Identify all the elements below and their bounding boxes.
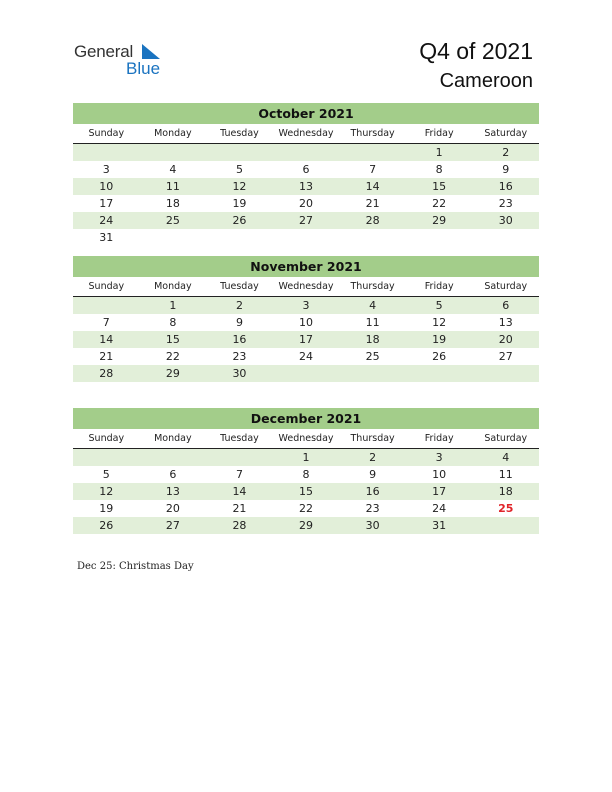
day-cell [140,144,207,161]
month-title: December 2021 [73,408,539,429]
day-cell: 20 [498,333,513,346]
week-row [73,229,539,246]
week-row [73,466,539,483]
day-cell: 24 [299,350,314,363]
weekday-label: Friday [424,128,454,139]
weekday-label: Saturday [484,128,528,139]
day-cell: 1 [169,299,177,312]
week-row [73,365,539,382]
day-cell: 14 [365,180,380,193]
day-cell: 28 [365,214,380,227]
weekday-label: Monday [154,128,192,139]
day-cell: 21 [99,350,114,363]
month-october [73,103,539,246]
holiday-notes [77,561,194,572]
day-cell: 6 [502,299,510,312]
week-row [73,449,539,466]
month-december [73,408,539,534]
day-cell: 15 [432,180,447,193]
day-cell: 18 [165,197,180,210]
day-cell: 30 [498,214,513,227]
week-row [73,483,539,500]
weekday-label: Sunday [88,433,125,444]
weekday-label: Sunday [88,281,125,292]
weekday-header [73,280,539,297]
day-cell [73,449,140,466]
day-cell: 27 [498,350,513,363]
day-cell: 11 [498,468,513,481]
week-row [73,517,539,534]
day-cell [406,229,473,246]
day-cell: 29 [299,519,314,532]
weekday-label: Tuesday [220,128,259,139]
day-cell: 30 [365,519,380,532]
day-cell: 28 [232,519,247,532]
weekday-label: Wednesday [278,433,334,444]
day-cell [406,365,473,382]
day-cell [472,229,539,246]
day-cell: 3 [102,163,110,176]
week-row [73,144,539,161]
day-cell: 25 [365,350,380,363]
weekday-label: Sunday [88,128,125,139]
day-cell: 4 [169,163,177,176]
week-row [73,178,539,195]
month-title: October 2021 [73,103,539,124]
day-cell: 26 [432,350,447,363]
day-cell: 4 [502,451,510,464]
day-cell: 28 [99,367,114,380]
week-row [73,297,539,314]
day-cell: 4 [369,299,377,312]
day-cell: 31 [432,519,447,532]
weekday-label: Thursday [350,281,395,292]
holiday-note: Dec 25: Christmas Day [77,561,194,572]
day-cell: 13 [498,316,513,329]
day-cell: 15 [299,485,314,498]
day-cell: 31 [99,231,114,244]
day-cell: 1 [302,451,310,464]
day-cell: 19 [232,197,247,210]
weekday-label: Wednesday [278,281,334,292]
day-cell: 8 [435,163,443,176]
day-cell: 5 [102,468,110,481]
day-cell: 17 [99,197,114,210]
logo-triangle-icon [140,44,162,60]
month-title: November 2021 [73,256,539,277]
day-cell [140,229,207,246]
day-cell: 17 [299,333,314,346]
day-cell: 16 [232,333,247,346]
weekday-label: Tuesday [220,281,259,292]
day-cell: 21 [232,502,247,515]
day-cell: 22 [165,350,180,363]
day-cell: 2 [235,299,243,312]
week-row [73,348,539,365]
day-cell: 7 [235,468,243,481]
day-cell: 10 [299,316,314,329]
day-cell [339,229,406,246]
day-cell: 17 [432,485,447,498]
day-cell: 10 [432,468,447,481]
day-cell: 23 [232,350,247,363]
day-cell: 21 [365,197,380,210]
day-cell: 2 [369,451,377,464]
day-cell: 24 [432,502,447,515]
weekday-label: Saturday [484,433,528,444]
weekday-header [73,432,539,449]
weekday-label: Tuesday [220,433,259,444]
day-cell: 16 [498,180,513,193]
month-november [73,256,539,382]
weekday-label: Thursday [350,433,395,444]
day-cell: 29 [432,214,447,227]
day-cell: 19 [99,502,114,515]
day-cell: 8 [302,468,310,481]
day-cell [73,297,140,314]
day-cell: 27 [299,214,314,227]
weekday-label: Saturday [484,281,528,292]
weekday-label: Friday [424,433,454,444]
day-cell: 18 [365,333,380,346]
day-cell: 12 [232,180,247,193]
day-cell: 29 [165,367,180,380]
day-cell: 22 [299,502,314,515]
weekday-label: Friday [424,281,454,292]
day-cell: 23 [498,197,513,210]
day-cell: 11 [365,316,380,329]
day-cell: 16 [365,485,380,498]
day-cell: 12 [432,316,447,329]
day-cell [206,229,273,246]
day-cell: 8 [169,316,177,329]
day-cell: 6 [169,468,177,481]
day-cell: 5 [435,299,443,312]
day-cell [472,365,539,382]
week-row [73,212,539,229]
day-cell: 7 [102,316,110,329]
week-row [73,161,539,178]
day-cell: 9 [235,316,243,329]
day-cell: 6 [302,163,310,176]
day-cell: 26 [232,214,247,227]
week-row [73,500,539,517]
day-cell: 5 [235,163,243,176]
week-row [73,331,539,348]
day-cell: 1 [435,146,443,159]
logo-word-general: General [74,42,134,61]
day-cell: 27 [165,519,180,532]
weekday-label: Monday [154,433,192,444]
weekday-label: Monday [154,281,192,292]
day-cell [206,144,273,161]
day-cell: 11 [165,180,180,193]
day-cell: 23 [365,502,380,515]
day-cell: 13 [299,180,314,193]
logo-word-blue: Blue [126,59,161,78]
day-cell: 20 [165,502,180,515]
day-cell: 7 [369,163,377,176]
day-cell [273,229,340,246]
day-cell: 14 [99,333,114,346]
day-cell [472,517,539,534]
day-cell [206,449,273,466]
day-cell [140,449,207,466]
day-cell [339,365,406,382]
day-cell: 3 [302,299,310,312]
day-cell: 30 [232,367,247,380]
quarter-title: Q4 of 2021 [419,38,533,64]
day-cell: 18 [498,485,513,498]
brand-logo [74,42,174,82]
weekday-header [73,127,539,144]
day-cell: 9 [369,468,377,481]
day-cell [339,144,406,161]
day-cell: 3 [435,451,443,464]
week-row [73,195,539,212]
country-name: Cameroon [439,70,533,92]
day-cell [273,365,340,382]
day-cell: 2 [502,146,510,159]
day-cell: 22 [432,197,447,210]
day-cell [73,144,140,161]
day-cell: 15 [165,333,180,346]
day-cell: 25 [165,214,180,227]
day-cell: 26 [99,519,114,532]
day-cell: 12 [99,485,114,498]
week-row [73,314,539,331]
day-cell: 13 [165,485,180,498]
weekday-label: Thursday [350,128,395,139]
day-cell: 19 [432,333,447,346]
day-cell: 20 [299,197,314,210]
day-cell: 24 [99,214,114,227]
day-cell: 10 [99,180,114,193]
day-cell: 9 [502,163,510,176]
day-cell [273,144,340,161]
weekday-label: Wednesday [278,128,334,139]
holiday-day-cell: 25 [498,502,514,515]
day-cell: 14 [232,485,247,498]
